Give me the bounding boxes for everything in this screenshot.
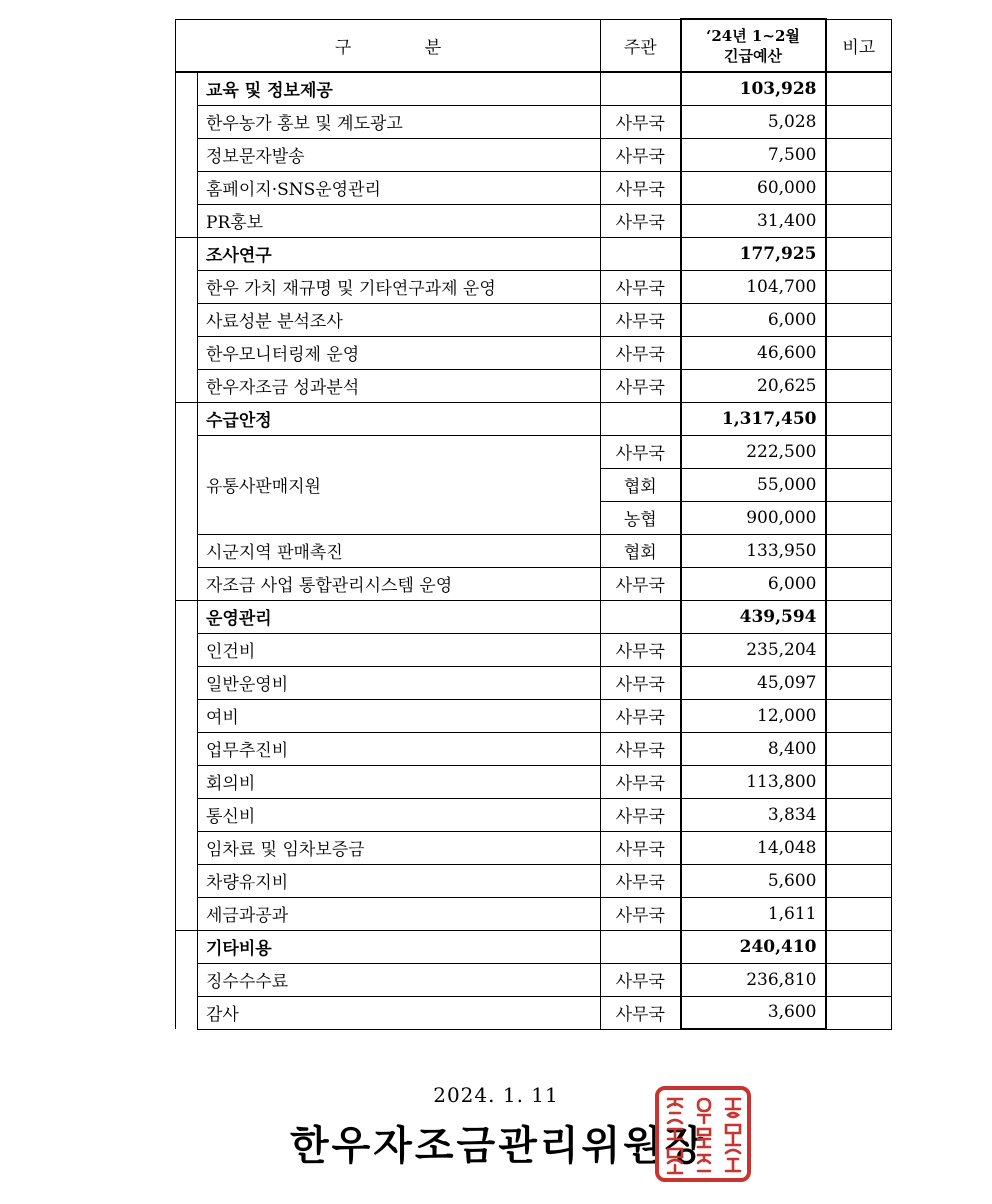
note-cell [826, 138, 892, 171]
note-cell [826, 336, 892, 369]
note-cell [826, 963, 892, 996]
note-cell [826, 930, 892, 963]
item-name: 징수수수료 [198, 963, 601, 996]
item-organizer: 사무국 [601, 369, 681, 402]
item-row [176, 567, 892, 600]
item-amount: 8,400 [681, 732, 826, 765]
note-cell [826, 468, 892, 501]
category-total: 103,928 [681, 72, 826, 105]
budget-table [175, 18, 892, 1030]
category-row [176, 237, 892, 270]
note-cell [826, 534, 892, 567]
item-row [176, 270, 892, 303]
item-name: 한우농가 홍보 및 계도광고 [198, 105, 601, 138]
item-organizer: 사무국 [601, 765, 681, 798]
item-organizer: 사무국 [601, 897, 681, 930]
header-amount-line1: ‘24년 1~2월 [706, 26, 800, 45]
item-row [176, 204, 892, 237]
category-title: 운영관리 [198, 600, 601, 633]
note-cell [826, 303, 892, 336]
category-title: 기타비용 [198, 930, 601, 963]
item-organizer: 사무국 [601, 138, 681, 171]
item-row [176, 666, 892, 699]
item-organizer: 사무국 [601, 303, 681, 336]
item-row [176, 138, 892, 171]
category-title: 교육 및 정보제공 [198, 72, 601, 105]
item-organizer: 사무국 [601, 864, 681, 897]
item-organizer: 협회 [601, 468, 681, 501]
item-amount: 235,204 [681, 633, 826, 666]
category-total: 1,317,450 [681, 402, 826, 435]
item-name: 정보문자발송 [198, 138, 601, 171]
category-organizer-cell [601, 402, 681, 435]
item-row [176, 369, 892, 402]
item-organizer: 사무국 [601, 435, 681, 468]
item-row [176, 963, 892, 996]
item-name: 업무추진비 [198, 732, 601, 765]
category-indent-cell [176, 930, 198, 1029]
header-note: 비고 [826, 19, 892, 72]
official-seal-stamp [654, 1085, 752, 1183]
category-organizer-cell [601, 930, 681, 963]
category-title: 수급안정 [198, 402, 601, 435]
note-cell [826, 798, 892, 831]
item-row [176, 171, 892, 204]
table-header [176, 19, 892, 72]
header-row [176, 19, 892, 72]
note-cell [826, 105, 892, 138]
note-cell [826, 204, 892, 237]
item-row [176, 897, 892, 930]
note-cell [826, 237, 892, 270]
item-amount: 133,950 [681, 534, 826, 567]
item-amount: 3,834 [681, 798, 826, 831]
item-row [176, 105, 892, 138]
category-row [176, 72, 892, 105]
signer-title: 한우자조금관리위원장 [290, 1122, 707, 1169]
note-cell [826, 171, 892, 204]
item-name: 차량유지비 [198, 864, 601, 897]
note-cell [826, 435, 892, 468]
category-organizer-cell [601, 600, 681, 633]
category-total: 240,410 [681, 930, 826, 963]
item-amount: 222,500 [681, 435, 826, 468]
item-name: 인건비 [198, 633, 601, 666]
item-organizer: 협회 [601, 534, 681, 567]
item-name: 한우모니터링제 운영 [198, 336, 601, 369]
note-cell [826, 633, 892, 666]
note-cell [826, 897, 892, 930]
category-row [176, 600, 892, 633]
note-cell [826, 996, 892, 1029]
item-amount: 104,700 [681, 270, 826, 303]
category-indent-cell [176, 402, 198, 600]
item-name: PR홍보 [198, 204, 601, 237]
item-row [176, 336, 892, 369]
item-row [176, 534, 892, 567]
item-organizer: 사무국 [601, 732, 681, 765]
note-cell [826, 72, 892, 105]
header-amount-line2: 긴급예산 [724, 46, 782, 65]
item-amount: 5,028 [681, 105, 826, 138]
item-amount: 45,097 [681, 666, 826, 699]
item-row [176, 831, 892, 864]
header-amount [681, 19, 826, 72]
item-organizer: 사무국 [601, 171, 681, 204]
note-cell [826, 666, 892, 699]
item-row [176, 633, 892, 666]
item-row [176, 699, 892, 732]
note-cell [826, 699, 892, 732]
category-row [176, 930, 892, 963]
item-amount: 900,000 [681, 501, 826, 534]
item-amount: 46,600 [681, 336, 826, 369]
table-body [176, 72, 892, 1029]
item-name: 세금과공과 [198, 897, 601, 930]
item-name: 감사 [198, 996, 601, 1029]
item-name: 임차료 및 임차보증금 [198, 831, 601, 864]
item-amount: 60,000 [681, 171, 826, 204]
category-total: 177,925 [681, 237, 826, 270]
item-name: 유통사판매지원 [198, 435, 601, 534]
item-amount: 6,000 [681, 567, 826, 600]
note-cell [826, 402, 892, 435]
document-date-text: 2024. 1. 11 [433, 1083, 559, 1107]
item-amount: 14,048 [681, 831, 826, 864]
category-indent-cell [176, 72, 198, 237]
note-cell [826, 369, 892, 402]
seal-glyphs [668, 1099, 740, 1173]
item-amount: 31,400 [681, 204, 826, 237]
note-cell [826, 501, 892, 534]
item-name: 홈페이지·SNS운영관리 [198, 171, 601, 204]
item-row [176, 435, 892, 468]
item-amount: 55,000 [681, 468, 826, 501]
note-cell [826, 567, 892, 600]
item-name: 시군지역 판매촉진 [198, 534, 601, 567]
item-name: 여비 [198, 699, 601, 732]
category-indent-cell [176, 600, 198, 930]
category-indent-cell [176, 237, 198, 402]
item-name: 통신비 [198, 798, 601, 831]
item-row [176, 996, 892, 1029]
header-category: 구 분 [176, 19, 601, 72]
category-organizer-cell [601, 237, 681, 270]
item-organizer: 사무국 [601, 567, 681, 600]
item-name: 자조금 사업 통합관리시스템 운영 [198, 567, 601, 600]
item-organizer: 사무국 [601, 699, 681, 732]
item-row [176, 765, 892, 798]
item-organizer: 사무국 [601, 270, 681, 303]
category-row [176, 402, 892, 435]
item-row [176, 732, 892, 765]
item-row [176, 303, 892, 336]
item-amount: 236,810 [681, 963, 826, 996]
note-cell [826, 765, 892, 798]
note-cell [826, 600, 892, 633]
item-name: 회의비 [198, 765, 601, 798]
item-amount: 1,611 [681, 897, 826, 930]
item-name: 일반운영비 [198, 666, 601, 699]
note-cell [826, 732, 892, 765]
item-organizer: 사무국 [601, 831, 681, 864]
item-organizer: 사무국 [601, 336, 681, 369]
item-organizer: 사무국 [601, 996, 681, 1029]
item-organizer: 농협 [601, 501, 681, 534]
item-name: 한우자조금 성과분석 [198, 369, 601, 402]
item-organizer: 사무국 [601, 633, 681, 666]
note-cell [826, 831, 892, 864]
note-cell [826, 864, 892, 897]
header-organizer: 주관 [601, 19, 681, 72]
item-amount: 113,800 [681, 765, 826, 798]
category-organizer-cell [601, 72, 681, 105]
item-organizer: 사무국 [601, 798, 681, 831]
item-organizer: 사무국 [601, 963, 681, 996]
category-title: 조사연구 [198, 237, 601, 270]
category-total: 439,594 [681, 600, 826, 633]
item-amount: 3,600 [681, 996, 826, 1029]
item-organizer: 사무국 [601, 204, 681, 237]
item-row [176, 864, 892, 897]
item-organizer: 사무국 [601, 666, 681, 699]
document-date [0, 1083, 992, 1107]
item-amount: 5,600 [681, 864, 826, 897]
note-cell [826, 270, 892, 303]
item-amount: 6,000 [681, 303, 826, 336]
item-amount: 7,500 [681, 138, 826, 171]
item-row [176, 798, 892, 831]
item-name: 한우 가치 재규명 및 기타연구과제 운영 [198, 270, 601, 303]
item-name: 사료성분 분석조사 [198, 303, 601, 336]
item-organizer: 사무국 [601, 105, 681, 138]
item-amount: 12,000 [681, 699, 826, 732]
item-amount: 20,625 [681, 369, 826, 402]
